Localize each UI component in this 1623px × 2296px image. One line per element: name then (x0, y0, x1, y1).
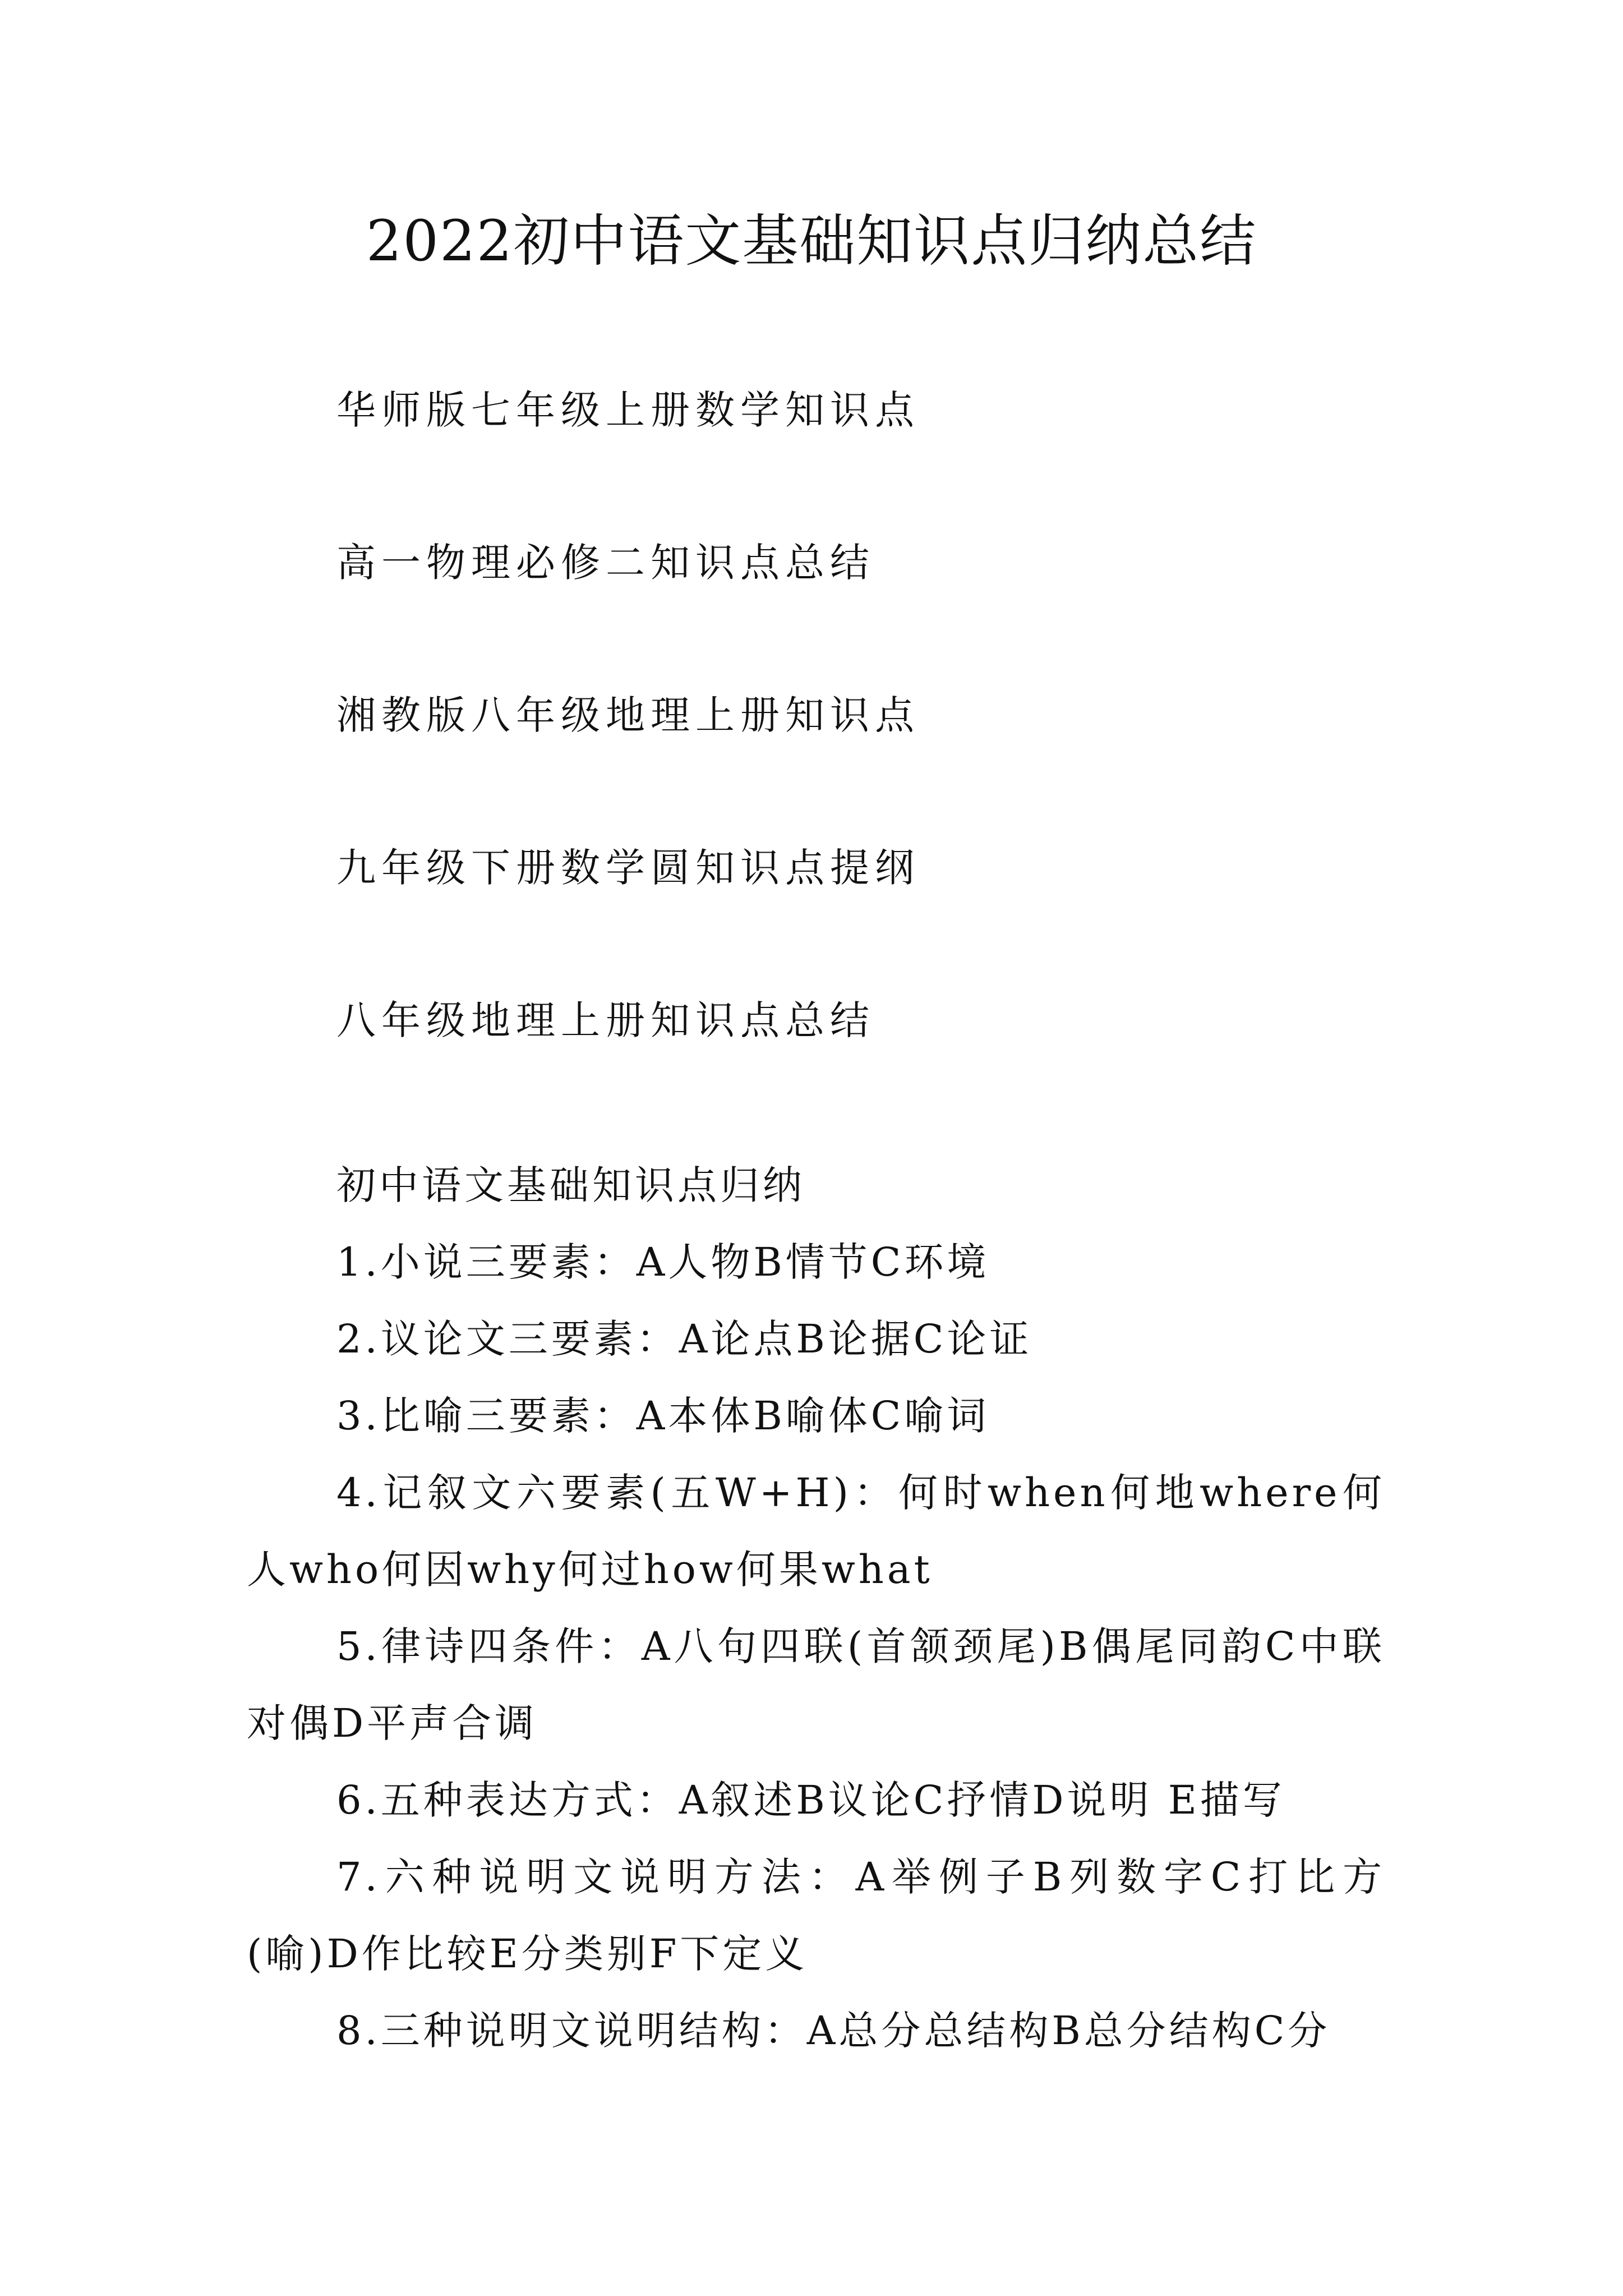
related-link-3[interactable]: 湘教版八年级地理上册知识点 (336, 692, 920, 738)
list-item: 8.三种说明文说明结构：A总分总结构B总分结构C分 (336, 2008, 1331, 2054)
related-link-5[interactable]: 八年级地理上册知识点总结 (336, 997, 875, 1043)
list-item: 4.记叙文六要素(五W+H)：何时when何地where何人who何因why何过how何果what (247, 1470, 1385, 1593)
list-item: 5.律诗四条件：A八句四联(首颔颈尾)B偶尾同韵C中联对偶D平声合调 (247, 1623, 1385, 1746)
related-link-2[interactable]: 高一物理必修二知识点总结 (336, 540, 875, 586)
related-link-4[interactable]: 九年级下册数学圆知识点提纲 (336, 845, 920, 891)
section-heading: 初中语文基础知识点归纳 (336, 1162, 805, 1208)
related-link-1[interactable]: 华师版七年级上册数学知识点 (336, 387, 920, 433)
article-body (247, 1147, 1385, 2069)
list-item: 7.六种说明文说明方法：A举例子B列数字C打比方(喻)D作比较E分类别F下定义 (247, 1854, 1385, 1977)
list-item: 1.小说三要素：A人物B情节C环境 (336, 1239, 990, 1285)
list-item: 3.比喻三要素：A本体B喻体C喻词 (336, 1393, 990, 1439)
document-title: 2022初中语文基础知识点归纳总结 (366, 208, 1257, 274)
list-item: 2.议论文三要素：A论点B论据C论证 (336, 1316, 1032, 1362)
list-item: 6.五种表达方式：A叙述B议论C抒情D说明 E描写 (336, 1777, 1285, 1823)
